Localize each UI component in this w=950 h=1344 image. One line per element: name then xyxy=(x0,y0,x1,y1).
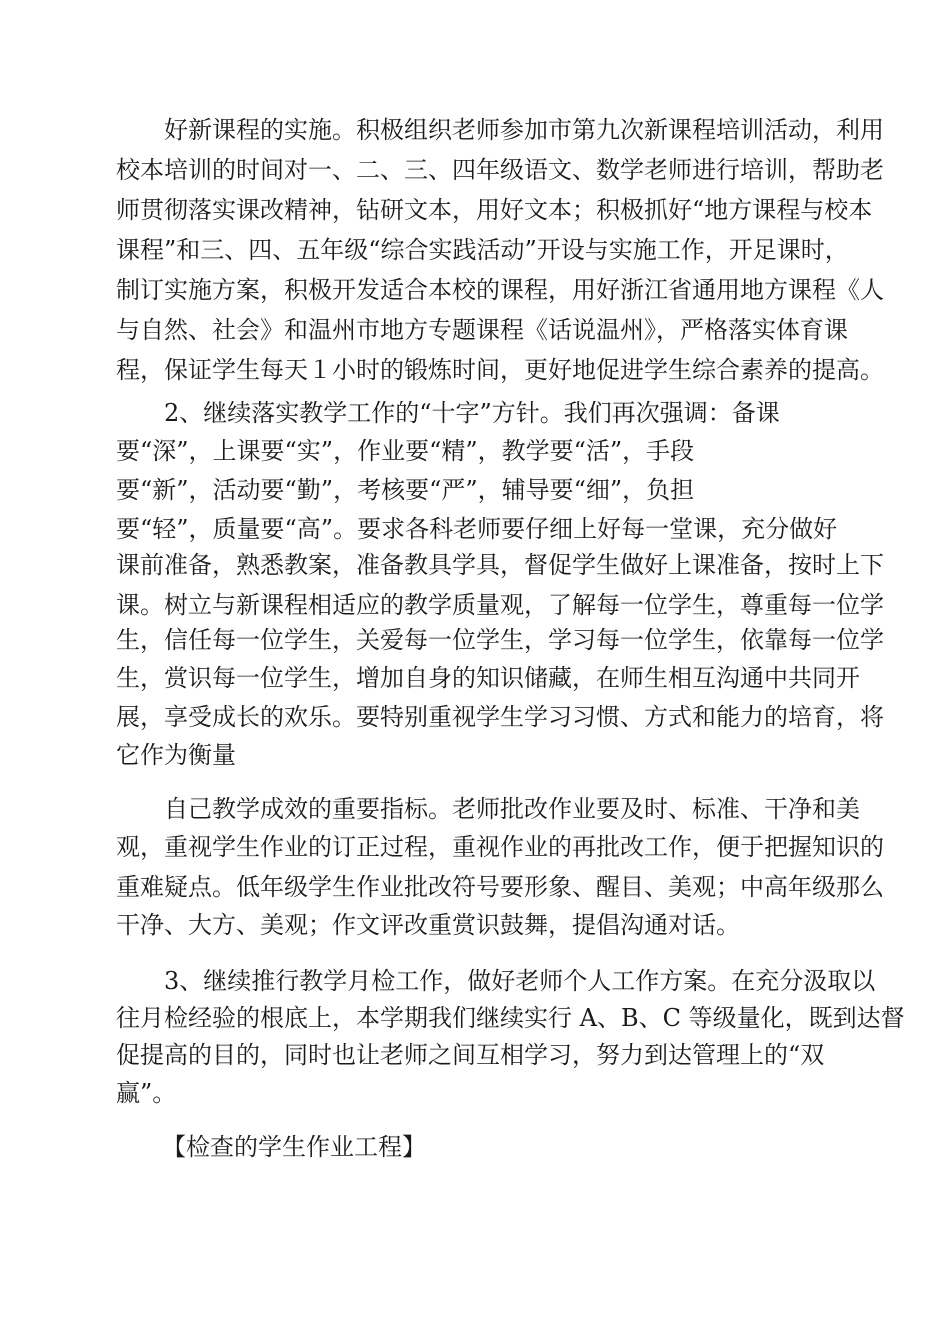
text-line: 促提高的目的，同时也让老师之间互相学习，努力到达管理上的“双 xyxy=(116,1041,825,1069)
text-line: 生，信任每一位学生，关爱每一位学生，学习每一位学生，依靠每一位学 xyxy=(116,626,884,654)
text-line: 师贯彻落实课改精神，钻研文本，用好文本；积极抓好“地方课程与校本 xyxy=(116,196,873,224)
text-line: 往月检经验的根底上，本学期我们继续实行 A、B、C 等级量化，既到达督 xyxy=(116,1004,905,1032)
text-line: 生，赏识每一位学生，增加自身的知识储藏，在师生相互沟通中共同开 xyxy=(116,664,860,692)
text-line: 自己教学成效的重要指标。老师批改作业要及时、标准、干净和美 xyxy=(164,795,860,823)
text-line: 课。树立与新课程相适应的教学质量观，了解每一位学生，尊重每一位学 xyxy=(116,591,884,619)
text-line: 【检查的学生作业工程】 xyxy=(162,1133,426,1161)
text-line: 2、继续落实教学工作的“十字”方针。我们再次强调：备课 xyxy=(164,399,780,427)
text-line: 校本培训的时间对一、二、三、四年级语文、数学老师进行培训，帮助老 xyxy=(116,156,884,184)
text-line: 要“新”，活动要“勤”，考核要“严”，辅导要“细”，负担 xyxy=(116,476,695,504)
text-line: 3、继续推行教学月检工作，做好老师个人工作方案。在充分汲取以 xyxy=(164,967,876,995)
text-line: 与自然、社会》和温州市地方专题课程《话说温州》，严格落实体育课 xyxy=(116,316,848,344)
text-line: 赢”。 xyxy=(116,1079,177,1107)
text-line: 重难疑点。低年级学生作业批改符号要形象、醒目、美观；中高年级那么 xyxy=(116,873,884,901)
text-line: 干净、大方、美观；作文评改重赏识鼓舞，提倡沟通对话。 xyxy=(116,911,740,939)
text-line: 要“轻”，质量要“高”。要求各科老师要仔细上好每一堂课，充分做好 xyxy=(116,515,838,543)
text-line: 课前准备，熟悉教案，准备教具学具，督促学生做好上课准备，按时上下 xyxy=(116,551,884,579)
text-line: 展，享受成长的欢乐。要特别重视学生学习习惯、方式和能力的培育，将 xyxy=(116,703,884,731)
text-line: 课程”和三、四、五年级“综合实践活动”开设与实施工作，开足课时， xyxy=(116,236,849,264)
text-line: 程，保证学生每天１小时的锻炼时间，更好地促进学生综合素养的提高。 xyxy=(116,356,884,384)
text-line: 要“深”，上课要“实”，作业要“精”，教学要“活”，手段 xyxy=(116,437,695,465)
text-line: 它作为衡量 xyxy=(116,741,236,769)
text-line: 好新课程的实施。积极组织老师参加市第九次新课程培训活动，利用 xyxy=(164,116,884,144)
text-line: 制订实施方案，积极开发适合本校的课程，用好浙江省通用地方课程《人 xyxy=(116,276,884,304)
text-line: 观，重视学生作业的订正过程，重视作业的再批改工作，便于把握知识的 xyxy=(116,833,884,861)
